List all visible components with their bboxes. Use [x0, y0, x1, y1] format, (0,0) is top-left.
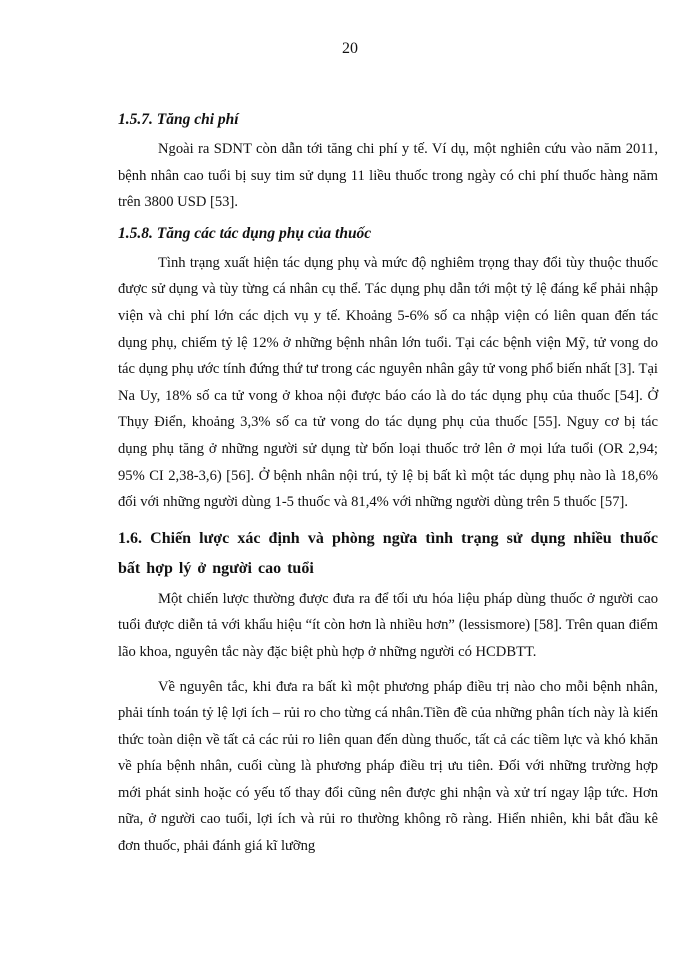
section-heading-1-6: 1.6. Chiến lược xác định và phòng ngừa tình trạng sử dụng nhiều thuốc bất hợp lý ở người cao tuổi	[118, 529, 658, 577]
page-number: 20	[342, 40, 358, 57]
page-content	[118, 110, 658, 868]
section-heading-1-5-7: 1.5.7. Tăng chi phí	[118, 111, 239, 128]
paragraph: Một chiến lược thường được đưa ra để tối ưu hóa liệu pháp dùng thuốc ở người cao tuổi được diễn tả với khẩu hiệu “ít còn hơn là nhiều hơn” (lessismore) [58]. Trên quan điểm lão khoa, nguyên tắc này đặc biệt phù hợp ở những người có HCDBTT.	[118, 590, 658, 660]
paragraph: Ngoài ra SDNT còn dẫn tới tăng chi phí y tế. Ví dụ, một nghiên cứu vào năm 2011, bệnh nhân cao tuổi bị suy tim sử dụng 11 liều thuốc trong ngày có chi phí thuốc hàng năm trên 3800 USD [53].	[118, 141, 658, 211]
section-heading-1-5-8: 1.5.8. Tăng các tác dụng phụ của thuốc	[118, 224, 372, 242]
paragraph: Về nguyên tắc, khi đưa ra bất kì một phương pháp điều trị nào cho mỗi bệnh nhân, phải tính toán tỷ lệ lợi ích – rủi ro cho từng cá nhân.Tiền đề của những phân tích này là kiến thức toàn diện về tất cả các rủi ro liên quan đến dùng thuốc, tất cả các tiềm lực và khó khăn về phía bệnh nhân, cuối cùng là phương pháp điều trị ưu tiên. Đối với những trường hợp mới phát sinh hoặc có yếu tố thay đổi cũng nên được ghi nhận và xử trí ngay lập tức. Hơn nữa, ở người cao tuổi, lợi ích và rủi ro thường không rõ ràng. Hiển nhiên, khi bắt đầu kê đơn thuốc, phải đánh giá kĩ lưỡng	[118, 678, 658, 855]
paragraph: Tình trạng xuất hiện tác dụng phụ và mức độ nghiêm trọng thay đổi tùy thuộc thuốc được sử dụng và tùy từng cá nhân cụ thể. Tác dụng phụ dẫn tới một tỷ lệ đáng kể phải nhập viện và chi phí lớn các dịch vụ y tế. Khoảng 5-6% số ca nhập viện có liên quan đến tác dụng phụ, chiếm tỷ lệ 12% ở những bệnh nhân lớn tuổi. Tại các bệnh viện Mỹ, tử vong do tác dụng phụ ước tính đứng thứ tư trong các nguyên nhân gây tử vong phổ biến nhất [3]. Tại Na Uy, 18% số ca tử vong ở khoa nội được báo cáo là do tác dụng phụ của thuốc [54]. Ở Thụy Điển, khoảng 3,3% số ca tử vong do tác dụng phụ của thuốc [55]. Nguy cơ bị tác dụng phụ tăng ở những người sử dụng từ bốn loại thuốc trở lên ở mọi lứa tuổi (OR 2,94; 95% CI 2,38-3,6) [56]. Ở bệnh nhân nội trú, tỷ lệ bị bất kì một tác dụng phụ nào là 18,6% đối với những người dùng 1-5 thuốc và 81,4% với những người dùng trên 5 thuốc [57].	[118, 254, 658, 511]
